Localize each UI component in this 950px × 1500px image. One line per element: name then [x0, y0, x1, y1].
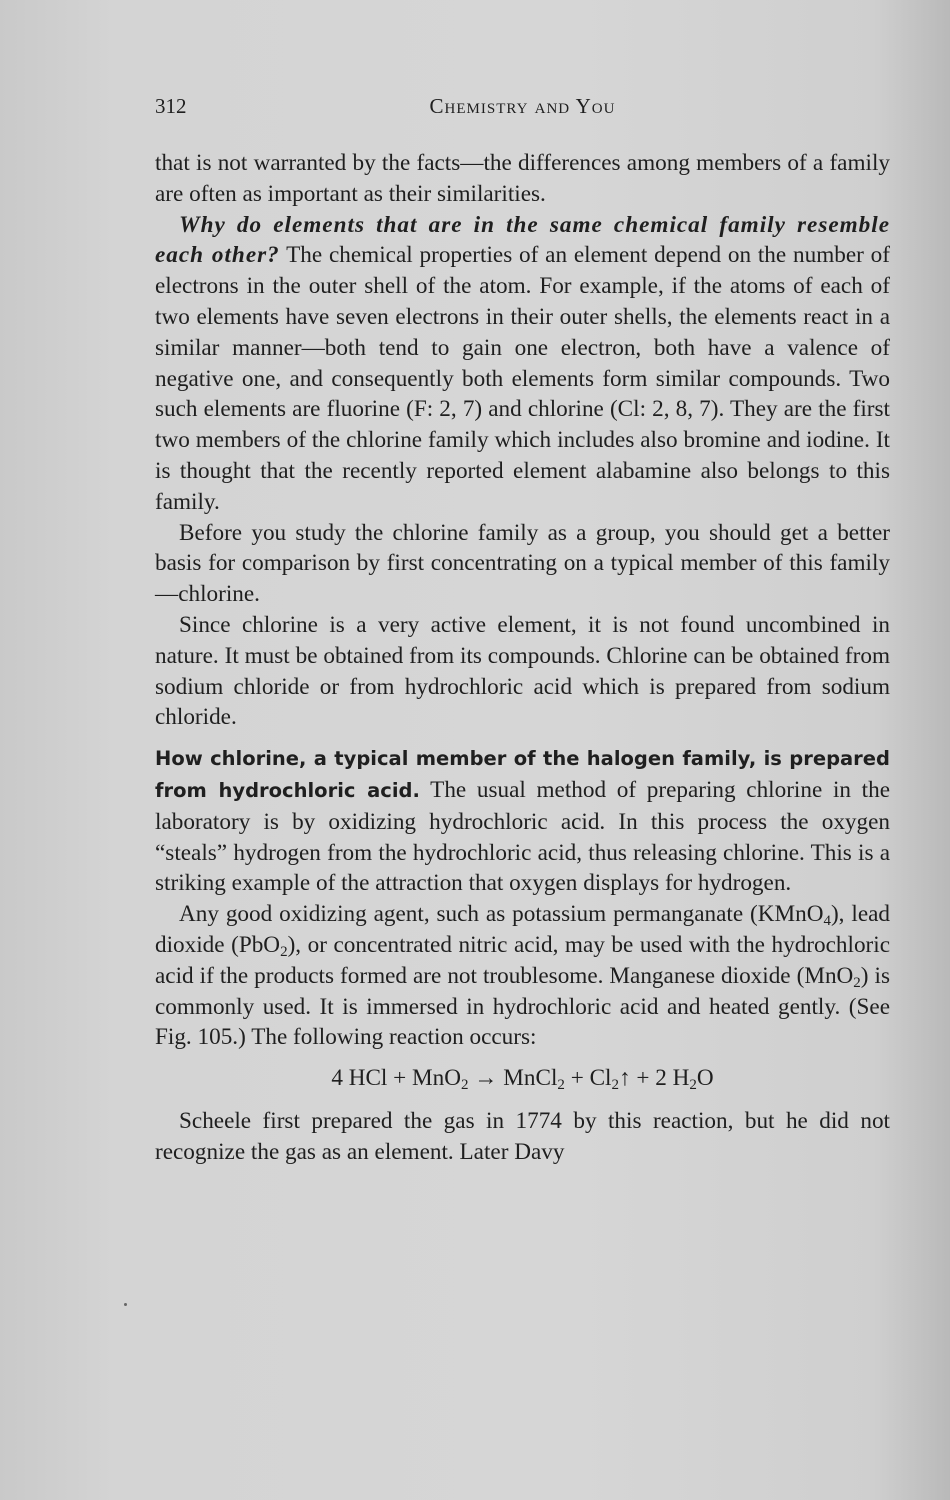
- paragraph-7: Scheele first prepared the gas in 1774 by this reaction, but he did not recognize the gas as an element. Later Davy: [155, 1107, 890, 1165]
- subscript: 2: [557, 1077, 565, 1094]
- text-run: ), lead dioxide (PbO: [155, 901, 890, 958]
- paragraph-6: [155, 899, 890, 1053]
- subscript: 2: [689, 1077, 697, 1094]
- paragraph-1: that is not warranted by the facts—the differences among members of a family are often as important as their similarities.: [155, 150, 890, 207]
- running-title: Chemistry and You: [429, 94, 616, 118]
- paragraph-2-text: The chemical properties of an element depend on the number of electrons in the outer shell of the atom. For example, if the atoms of each of two elements have seven electrons in their outer shells, the elements react in a similar manner—both tend to gain one electron, both have a valence of negative one, and consequently both elements form similar compounds. Two such elements are fluorine (F: 2, 7) and chlorine (Cl: 2, 8, 7). They are the first two members of the chlorine family which includes also bromine and iodine. It is thought that the recently reported element alabamine also belongs to this family.: [155, 242, 890, 515]
- equation-part: 4 HCl + MnO: [331, 1065, 461, 1092]
- section-heading: How chlorine, a typical member of the halogen family, is prepared from hydrochloric acid.: [155, 747, 890, 802]
- equation-part: O: [696, 1065, 714, 1092]
- question-lead: Why do elements that are in the same chemical family resemble each other?: [155, 211, 890, 269]
- paragraph-3: Before you study the chlorine family as a group, you should get a better basis for comparison by first concentrating on a typical member of this family—chlorine.: [155, 519, 890, 608]
- page-body: [155, 148, 890, 1168]
- chemical-equation: [155, 1063, 890, 1094]
- subscript: 4: [823, 913, 831, 930]
- subscript: 2: [280, 943, 288, 960]
- paragraph-2: [155, 210, 890, 518]
- paragraph-5: [155, 743, 890, 899]
- paragraph-4: Since chlorine is a very active element, it is not found uncombined in nature. It must be obtained from its compounds. Chlorine can be obtained from sodium chloride or from hydrochloric acid which is prepared from sodium chloride.: [155, 611, 890, 731]
- text-run: Any good oxidizing agent, such as potassium permanganate (KMnO: [179, 901, 824, 928]
- paragraph-5-text: The usual method of preparing chlorine in the laboratory is by oxidizing hydrochloric acid. In this process the oxygen “steals” hydrogen from the hydrochloric acid, thus releasing chlorine. This is a striking example of the attraction that oxygen displays for hydrogen.: [155, 776, 890, 897]
- subscript: 2: [853, 974, 861, 991]
- equation-part: + Cl: [564, 1065, 612, 1092]
- subscript: 2: [461, 1077, 469, 1094]
- print-speck: [124, 1303, 127, 1306]
- subscript: 2: [611, 1077, 619, 1094]
- page-header: [155, 94, 890, 124]
- text-run: ), or concentrated nitric acid, may be used with the hydrochloric acid if the products formed are not troublesome. Manganese dioxide (MnO: [155, 931, 890, 989]
- page-number: 312: [155, 94, 187, 118]
- equation-part: → MnCl: [468, 1065, 558, 1092]
- text-run: ) is commonly used. It is immersed in hydrochloric acid and heated gently. (See Fig. 105.) The following reaction occurs:: [155, 962, 891, 1051]
- equation-part: ↑ + 2 H: [619, 1065, 690, 1092]
